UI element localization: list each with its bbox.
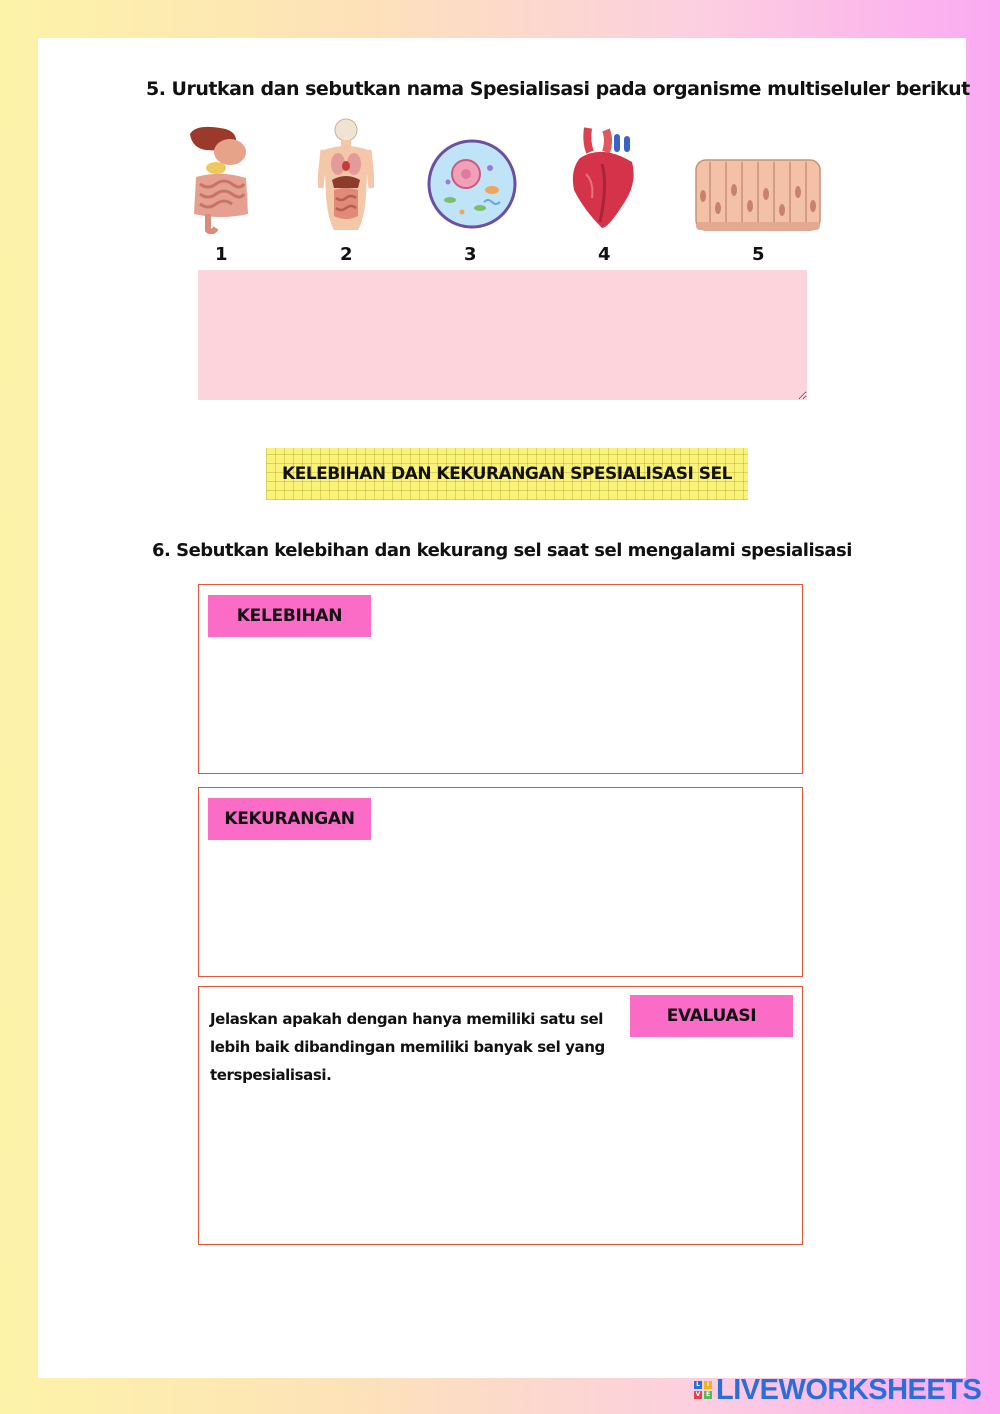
logo-text: LIVEWORKSHEETS bbox=[716, 1373, 982, 1406]
question-5-answer-field[interactable] bbox=[198, 270, 807, 400]
kelebihan-label: KELEBIHAN bbox=[208, 595, 371, 637]
human-body-organs-icon bbox=[318, 118, 374, 234]
digestive-system-icon bbox=[186, 122, 256, 234]
image-number-2: 2 bbox=[340, 244, 353, 265]
question-5-text: 5. Urutkan dan sebutkan nama Spesialisasi pada organisme multiseluler berikut bbox=[146, 78, 970, 100]
evaluasi-line-1: Jelaskan apakah dengan hanya memiliki satu sel bbox=[210, 1010, 604, 1028]
epithelial-tissue-icon bbox=[694, 156, 822, 234]
liveworksheets-logo bbox=[694, 1374, 981, 1406]
kelebihan-box bbox=[198, 584, 803, 774]
evaluasi-line-3: terspesialisasi. bbox=[210, 1066, 332, 1084]
logo-mark-icon: L I V E bbox=[695, 1381, 711, 1398]
evaluasi-question bbox=[210, 1005, 610, 1089]
section-banner-title: KELEBIHAN DAN KEKURANGAN SPESIALISASI SEL bbox=[282, 464, 732, 484]
evaluasi-answer-field[interactable] bbox=[209, 1097, 793, 1236]
image-number-4: 4 bbox=[598, 244, 611, 265]
image-number-3: 3 bbox=[464, 244, 477, 265]
heart-organ-icon bbox=[566, 124, 642, 232]
evaluasi-line-2: lebih baik dibandingan memiliki banyak sel yang bbox=[210, 1038, 605, 1056]
image-number-5: 5 bbox=[752, 244, 765, 265]
question-6-text: 6. Sebutkan kelebihan dan kekurang sel saat sel mengalami spesialisasi bbox=[152, 540, 852, 561]
kelebihan-answer-field[interactable] bbox=[209, 645, 793, 764]
section-banner bbox=[266, 448, 748, 500]
image-number-1: 1 bbox=[215, 244, 228, 265]
animal-cell-icon bbox=[426, 138, 518, 230]
kekurangan-box bbox=[198, 787, 803, 977]
kekurangan-label: KEKURANGAN bbox=[208, 798, 371, 840]
evaluasi-label: EVALUASI bbox=[630, 995, 793, 1037]
kekurangan-answer-field[interactable] bbox=[209, 848, 793, 967]
evaluasi-box bbox=[198, 986, 803, 1245]
